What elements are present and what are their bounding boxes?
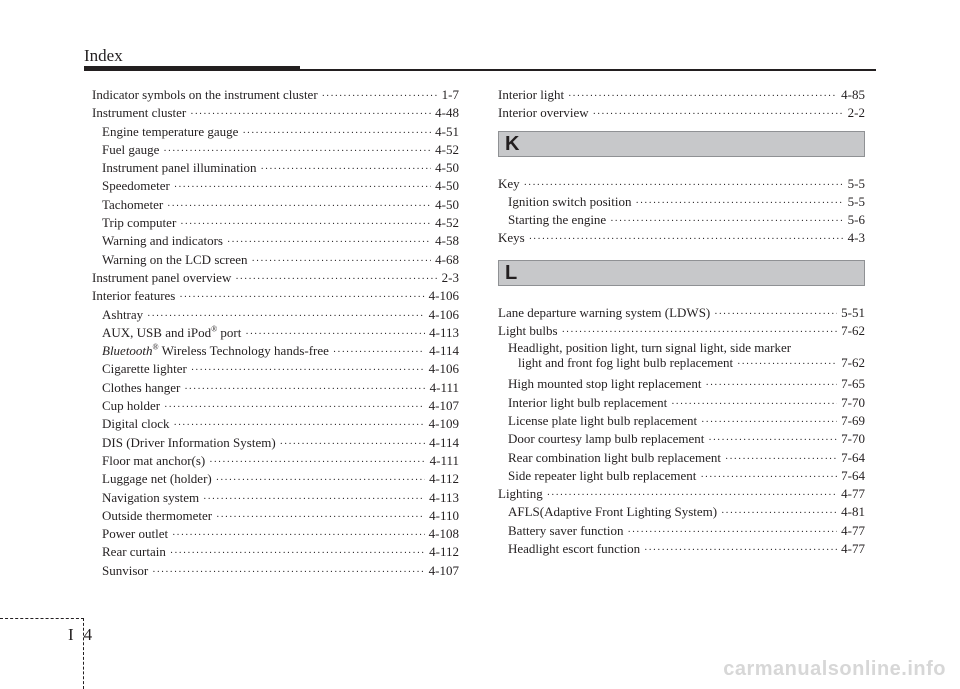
index-entry-label-text: Ignition switch position (508, 193, 632, 209)
index-entry-page: 4-48 (435, 105, 459, 121)
index-entry-label (508, 430, 704, 448)
index-entry-label (102, 177, 170, 195)
index-entry-label (508, 193, 632, 211)
index-entry-page: 4-85 (841, 87, 865, 102)
index-subentry[interactable] (92, 159, 459, 177)
index-entry-page: 4-113 (429, 489, 459, 505)
index-entry-page: 4-106 (428, 288, 459, 304)
leader-dots (706, 377, 838, 395)
index-entry-label-text: Warning on the LCD screen (102, 251, 248, 267)
index-entry-label-text: Power outlet (102, 526, 169, 542)
index-entry-page: 4-107 (428, 562, 459, 578)
index-subentry[interactable] (498, 503, 865, 521)
index-entry-page: 4-77 (841, 486, 865, 502)
index-entry-label-text: AUX, USB and iPod (102, 324, 212, 340)
index-entry[interactable] (498, 175, 865, 193)
index-subentry[interactable] (498, 211, 865, 229)
leader-dots (714, 306, 837, 324)
registered-mark: ® (152, 342, 159, 352)
index-entry-label (102, 232, 223, 250)
index-entry[interactable] (498, 86, 865, 104)
index-entry-label-text: Indicator symbols on the instrument cluster (92, 87, 318, 102)
index-entry-label (102, 251, 248, 269)
leader-dots (261, 161, 432, 179)
index-entry-page: 4-50 (435, 160, 459, 176)
index-entry-page: 4-111 (429, 452, 459, 468)
index-entry-label-text: Rear curtain (102, 544, 166, 560)
leader-dots (191, 362, 425, 380)
index-entry[interactable] (92, 287, 459, 305)
index-subentry[interactable] (498, 522, 865, 540)
leader-dots (242, 125, 431, 143)
index-column-left (92, 86, 459, 580)
leader-dots (628, 524, 838, 542)
index-entry-label (102, 470, 212, 488)
leader-dots (721, 505, 837, 523)
index-entry-label (498, 322, 558, 340)
index-entry-label (102, 452, 205, 470)
index-subentry[interactable] (92, 141, 459, 159)
section-header-l: L (498, 260, 865, 286)
leader-dots (216, 472, 425, 490)
page-number-value: 4 (83, 625, 93, 644)
index-entry-label-line1: Headlight, position light, turn signal light, side marker (508, 340, 792, 356)
index-entry[interactable] (498, 322, 865, 340)
index-entry[interactable] (498, 104, 865, 122)
leader-dots (568, 88, 837, 106)
index-entry-label-text: Lighting (498, 486, 543, 502)
index-entry-label (508, 540, 640, 558)
index-entry-label-text: Interior light (498, 87, 565, 102)
index-entry-label (508, 449, 721, 467)
index-entry-label (102, 360, 187, 378)
index-entry[interactable] (498, 304, 865, 322)
leader-dots (737, 357, 837, 372)
index-entry-page: 1-7 (441, 87, 459, 102)
index-entry-label-text: Starting the engine (508, 212, 607, 228)
index-entry-label (102, 379, 180, 397)
index-entry-label-text: Keys (498, 230, 525, 246)
index-entry-page: 4-111 (429, 379, 459, 395)
index-subentry[interactable] (498, 375, 865, 393)
index-entry-label-text: Interior overview (498, 105, 589, 121)
index-subentry[interactable] (92, 342, 459, 360)
index-subentry[interactable] (92, 397, 459, 415)
index-entry-page: 4-114 (429, 343, 459, 359)
leader-dots (164, 399, 425, 417)
index-entry-label-text: Rear combination light bulb replacement (508, 449, 721, 465)
index-entry-label (498, 86, 564, 104)
leader-dots (179, 289, 424, 307)
index-subentry[interactable] (498, 430, 865, 448)
page-section-letter: I (68, 625, 74, 644)
index-entry-label-text: Interior features (92, 288, 176, 304)
index-entry-label-text: Instrument panel overview (92, 269, 232, 285)
index-entry-page: 7-62 (841, 323, 865, 339)
index-entry[interactable] (498, 229, 865, 247)
index-entry-label-rest: port (217, 324, 242, 340)
index-entry-label (508, 412, 697, 430)
index-entry-label (92, 86, 318, 104)
index-subentry[interactable] (92, 324, 459, 342)
index-entry-page: 4-112 (429, 471, 459, 487)
index-entry-page: 2-2 (847, 105, 865, 121)
index-entry-label (508, 522, 624, 540)
index-entry-page: 4-108 (428, 526, 459, 542)
index-entry-label (102, 123, 238, 141)
leader-dots (167, 198, 431, 216)
index-subentry[interactable] (92, 489, 459, 507)
index-entry-label (498, 304, 710, 322)
index-entry[interactable] (92, 104, 459, 122)
index-subentry[interactable] (92, 251, 459, 269)
index-subentry[interactable] (92, 452, 459, 470)
index-entry-label-text: Clothes hanger (102, 379, 181, 395)
leader-dots (152, 564, 424, 582)
index-entry-label-text: Lane departure warning system (LDWS) (498, 304, 711, 320)
page-header-title: Index (84, 46, 123, 65)
index-entry-label (498, 485, 543, 503)
index-entry-page: 5-5 (847, 175, 865, 191)
index-entry-label (92, 287, 175, 305)
index-subentry[interactable] (92, 415, 459, 433)
index-entry-page: 4-52 (435, 141, 459, 157)
index-entry-page: 7-70 (841, 431, 865, 447)
index-entry-label (102, 397, 160, 415)
index-entry-label-text: Warning and indicators (102, 233, 223, 249)
index-entry-page: 7-62 (841, 355, 865, 371)
index-entry-label-text: Instrument panel illumination (102, 160, 257, 176)
index-entry-label (498, 175, 520, 193)
index-entry-page: 5-5 (847, 193, 865, 209)
index-entry-label-text: Light bulbs (498, 323, 558, 339)
leader-dots (636, 195, 844, 213)
index-entry-label-text: Speedometer (102, 178, 170, 194)
section-header-k: K (498, 131, 865, 157)
leader-dots (644, 542, 837, 560)
index-entry-label (92, 269, 231, 287)
index-entry-label-text: Cigarette lighter (102, 361, 187, 377)
index-subentry[interactable] (92, 177, 459, 195)
index-entry-label (102, 141, 159, 159)
index-entry-page: 4-109 (428, 416, 459, 432)
index-subentry[interactable] (92, 434, 459, 452)
index-entry-label-text: Side repeater light bulb replacement (508, 467, 697, 483)
index-entry-label (92, 104, 186, 122)
footer-crop-line-horizontal (0, 618, 84, 619)
index-subentry[interactable] (92, 543, 459, 561)
index-entry-label (102, 434, 276, 452)
index-entry-label-text: Luggage net (holder) (102, 471, 212, 487)
index-entry[interactable] (498, 485, 865, 503)
index-entry-label-text: Trip computer (102, 215, 177, 231)
index-entry-page: 4-112 (429, 544, 459, 560)
index-entry-label-text: High mounted stop light replacement (508, 376, 702, 392)
index-entry-page: 4-77 (841, 522, 865, 538)
index-entry-label-line2: light and front fog light bulb replacement (518, 355, 734, 371)
index-subentry[interactable] (92, 360, 459, 378)
index-subentry[interactable] (92, 562, 459, 580)
leader-dots (610, 213, 843, 231)
index-subentry[interactable] (92, 379, 459, 397)
leader-dots (700, 469, 837, 487)
index-entry-label (508, 394, 667, 412)
index-subentry[interactable] (498, 412, 865, 430)
index-entry-page: 4-107 (428, 398, 459, 414)
index-entry-page: 7-64 (841, 467, 865, 483)
index-entry-page: 4-50 (435, 196, 459, 212)
leader-dots (593, 106, 844, 124)
index-entry-page: 7-65 (841, 376, 865, 392)
leader-dots (172, 527, 425, 545)
index-subentry[interactable] (498, 467, 865, 485)
index-entry-label-text: Headlight escort function (508, 541, 641, 557)
leader-dots (725, 451, 837, 469)
leader-dots (529, 231, 844, 249)
index-entry-page: 7-69 (841, 412, 865, 428)
index-entry-label-text: Cup holder (102, 398, 161, 414)
index-entry-label (102, 342, 329, 360)
index-subentry[interactable] (92, 525, 459, 543)
index-subentry[interactable] (92, 470, 459, 488)
index-entry-wrapped[interactable] (498, 340, 865, 372)
index-entry-label-text: DIS (Driver Information System) (102, 434, 276, 450)
index-entry-label-text: Engine temperature gauge (102, 123, 239, 139)
index-entry-label-text: Battery saver function (508, 522, 624, 538)
page-number (68, 625, 92, 645)
index-entry-label (102, 543, 166, 561)
index-entry-page: 4-77 (841, 541, 865, 557)
index-subentry[interactable] (92, 232, 459, 250)
index-entry[interactable] (92, 269, 459, 287)
index-entry-label-text: Outside thermometer (102, 507, 213, 523)
index-subentry[interactable] (92, 507, 459, 525)
index-entry-label-text: Bluetooth (102, 343, 153, 359)
index-subentry[interactable] (92, 214, 459, 232)
leader-dots (280, 436, 425, 454)
index-entry-page: 4-114 (429, 434, 459, 450)
index-entry-label-text: Instrument cluster (92, 105, 187, 121)
index-entry-label-text: Sunvisor (102, 562, 149, 578)
leader-dots (170, 545, 425, 563)
index-entry-label-text: Navigation system (102, 489, 200, 505)
leader-dots (227, 234, 431, 252)
leader-dots (203, 491, 425, 509)
index-entry-label (102, 525, 168, 543)
index-subentry[interactable] (92, 196, 459, 214)
index-entry-page: 4-68 (435, 251, 459, 267)
index-entry-label (102, 507, 212, 525)
index-entry-label (508, 503, 717, 521)
index-entry-page: 4-58 (435, 233, 459, 249)
header-rule-thick (84, 66, 300, 71)
index-entry-page: 4-113 (429, 324, 459, 340)
index-entry-label (102, 196, 163, 214)
index-entry-label (102, 214, 176, 232)
header-rule-thin (300, 69, 876, 71)
index-entry-label (102, 415, 170, 433)
index-entry-page: 2-3 (441, 269, 459, 285)
index-entry-page: 4-50 (435, 178, 459, 194)
index-entry-label (498, 104, 589, 122)
index-entry-label-text: Key (498, 175, 520, 191)
index-entry-page: 4-81 (841, 504, 865, 520)
index-entry-page: 4-52 (435, 215, 459, 231)
watermark: carmanualsonline.info (723, 658, 946, 680)
index-entry-label-text: Digital clock (102, 416, 170, 432)
index-entry[interactable] (92, 86, 459, 104)
index-entry-label-text: Tachometer (102, 196, 164, 212)
index-subentry[interactable] (498, 540, 865, 558)
leader-dots (174, 179, 431, 197)
index-entry-page: 4-106 (428, 361, 459, 377)
index-entry-label-text: Floor mat anchor(s) (102, 452, 206, 468)
index-entry-page: 4-51 (435, 123, 459, 139)
leader-dots (216, 509, 425, 527)
index-entry-label-rest: Wireless Technology hands-free (158, 343, 329, 359)
leader-dots (333, 344, 425, 362)
index-entry-label-text: Ashtray (102, 306, 144, 322)
index-entry-page: 5-6 (847, 212, 865, 228)
index-entry-label (102, 306, 143, 324)
registered-mark: ® (211, 324, 218, 334)
index-subentry[interactable] (498, 193, 865, 211)
index-entry-page: 4-3 (847, 230, 865, 246)
index-subentry[interactable] (92, 306, 459, 324)
index-column-right (498, 86, 865, 558)
leader-dots (252, 253, 432, 271)
index-subentry[interactable] (92, 123, 459, 141)
leader-dots (235, 271, 437, 289)
index-entry-page: 7-64 (841, 449, 865, 465)
leader-dots (209, 454, 425, 472)
index-entry-label (508, 211, 606, 229)
index-entry-label (508, 375, 702, 393)
index-entry-label (102, 489, 199, 507)
index-entry-label (508, 467, 696, 485)
index-entry-page: 4-106 (428, 306, 459, 322)
index-entry-label (498, 229, 525, 247)
index-entry-page: 7-70 (841, 394, 865, 410)
index-entry-label-text: Interior light bulb replacement (508, 394, 668, 410)
index-entry-label-text: Fuel gauge (102, 141, 160, 157)
index-subentry[interactable] (498, 449, 865, 467)
leader-dots (184, 381, 425, 399)
leader-dots (701, 414, 837, 432)
index-entry-page: 4-110 (429, 507, 459, 523)
index-entry-label (102, 159, 257, 177)
index-entry-page: 5-51 (841, 304, 865, 320)
index-entry-label (102, 562, 148, 580)
index-entry-label-text: AFLS(Adaptive Front Lighting System) (508, 504, 718, 520)
index-entry-label-text: License plate light bulb replacement (508, 412, 698, 428)
index-entry-label (102, 324, 241, 342)
index-subentry[interactable] (498, 394, 865, 412)
leader-dots (322, 88, 438, 106)
leader-dots (708, 432, 837, 450)
index-entry-label-text: Door courtesy lamp bulb replacement (508, 431, 705, 447)
